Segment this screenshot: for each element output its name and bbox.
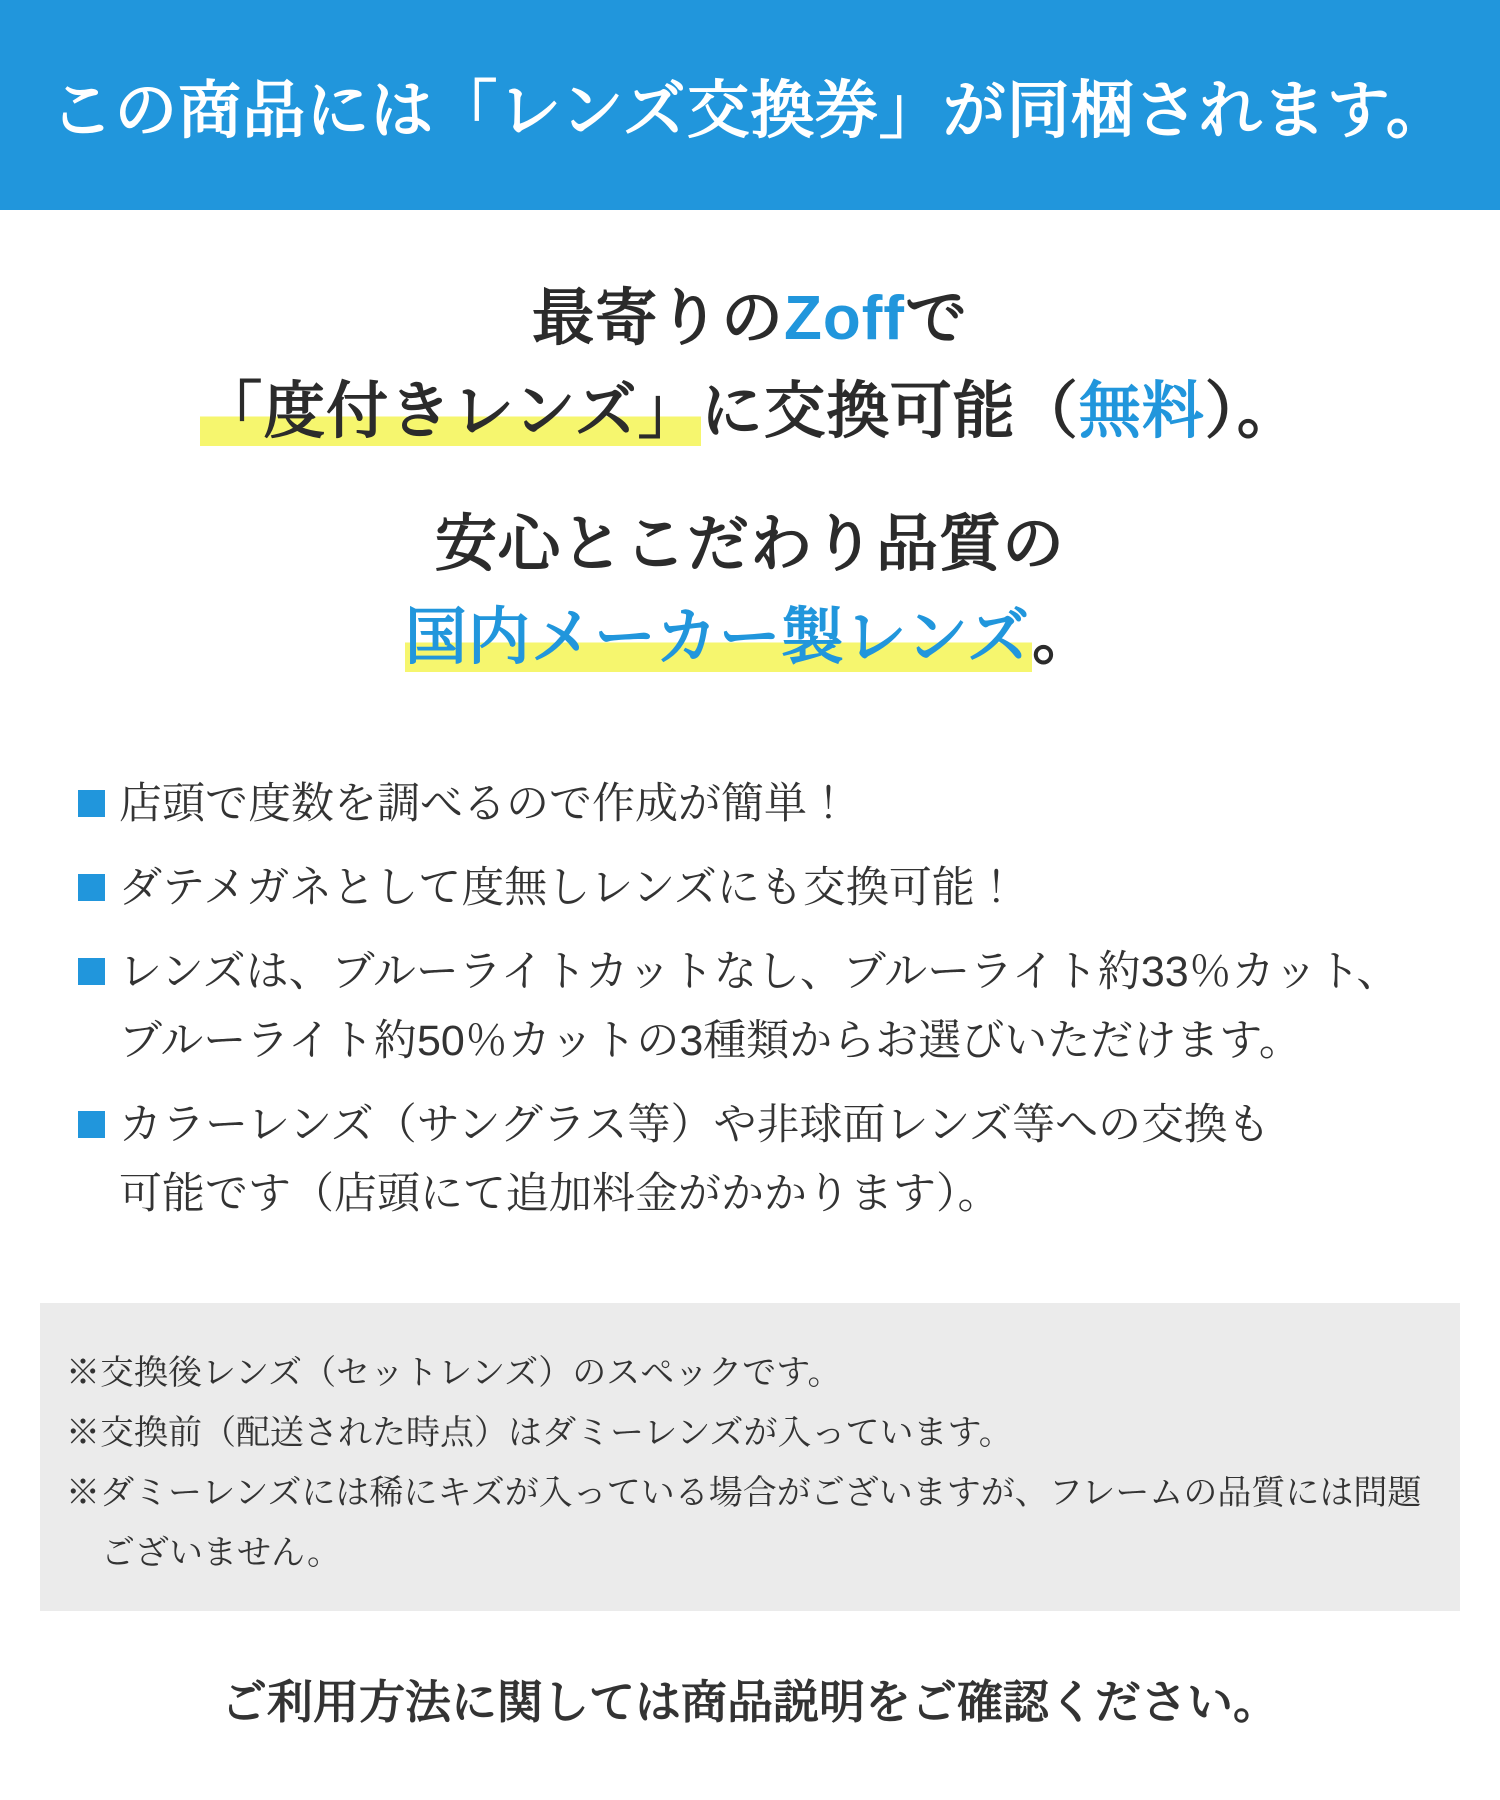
quality-heading-line-2	[0, 591, 1500, 684]
quality-heading	[0, 498, 1500, 684]
banner-title: この商品には「レンズ交換券」が同梱されます。	[50, 75, 1450, 146]
top-banner	[0, 0, 1500, 210]
note-1-text: ※交換後レンズ（セットレンズ）のスペックです。	[66, 1354, 842, 1392]
feature-item-4	[78, 1091, 1440, 1229]
feature-4-text-line-1: カラーレンズ（サングラス等）や非球面レンズ等への交換も	[119, 1101, 1271, 1149]
disclaimer-box	[40, 1303, 1460, 1611]
free-accent-text: 無料	[1078, 377, 1205, 446]
bullet-square-icon	[78, 874, 105, 901]
feature-4-text-line-2: 可能です（店頭にて追加料金がかかります）。	[119, 1170, 1001, 1218]
feature-item-1	[78, 770, 1440, 839]
zoff-brand-text: Zoff	[783, 284, 906, 353]
intro-line2-post: ）。	[1204, 377, 1300, 446]
feature-list	[78, 770, 1440, 1229]
domestic-lens-highlight: 国内メーカー製レンズ	[404, 603, 1033, 672]
intro-line1-post: で	[905, 284, 969, 353]
intro-heading	[0, 272, 1500, 458]
disclaimer-note-2	[66, 1403, 1434, 1463]
note-3-text-line-1: ※ダミーレンズには稀にキズが入っている場合がございますが、フレームの品質には問題	[66, 1474, 1422, 1512]
bullet-square-icon	[78, 958, 105, 985]
quality-line2-post: 。	[1032, 603, 1096, 672]
note-2-text: ※交換前（配送された時点）はダミーレンズが入っています。	[66, 1414, 1013, 1452]
feature-item-2	[78, 854, 1440, 923]
note-3-text-line-2: ございません。	[101, 1534, 342, 1572]
intro-line1-pre: 最寄りの	[531, 284, 784, 353]
feature-3-text-line-1: レンズは、ブルーライトカットなし、ブルーライト約33％カット、	[119, 948, 1400, 996]
footer-note: ご利用方法に関しては商品説明をご確認ください。	[221, 1676, 1279, 1728]
intro-heading-line-2	[0, 365, 1500, 458]
headings-section	[0, 272, 1500, 684]
bullet-square-icon	[78, 790, 105, 817]
bullet-square-icon	[78, 1111, 105, 1138]
feature-item-3	[78, 938, 1440, 1076]
feature-3-text-line-2: ブルーライト約50％カットの3種類からお選びいただけます。	[119, 1017, 1302, 1065]
feature-1-text: 店頭で度数を調べるので作成が簡単！	[119, 780, 850, 828]
disclaimer-note-1	[66, 1343, 1434, 1403]
intro-line2-mid: に交換可能（	[700, 377, 1079, 446]
prescription-lens-highlight: 「度付きレンズ」	[200, 377, 701, 446]
feature-2-text: ダテメガネとして度無しレンズにも交換可能！	[119, 864, 1018, 912]
quality-heading-line-1: 安心とこだわり品質の	[434, 510, 1065, 579]
disclaimer-note-3	[66, 1463, 1434, 1583]
intro-heading-line-1	[0, 272, 1500, 365]
